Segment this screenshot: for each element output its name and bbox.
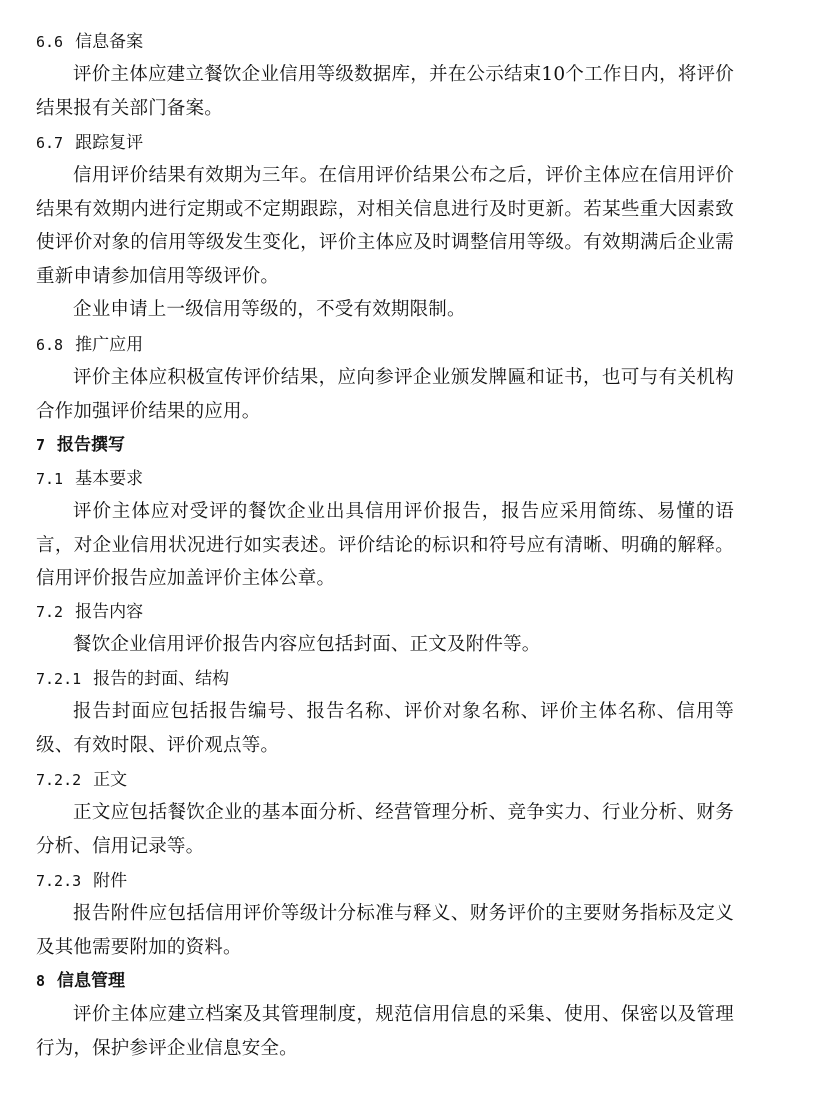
heading-7-1 [36, 468, 734, 490]
heading-number: 7.1 [36, 470, 64, 488]
heading-number: 7.2.3 [36, 872, 82, 890]
heading-number: 6.7 [36, 134, 64, 152]
heading-8 [36, 970, 734, 992]
heading-number: 7 [36, 436, 46, 454]
heading-7-2-1 [36, 668, 734, 690]
heading-7-2-3 [36, 870, 734, 892]
paragraph: 评价主体应积极宣传评价结果，应向参评企业颁发牌匾和证书，也可与有关机构合作加强评价结果的应用。 [36, 367, 734, 422]
heading-title: 报告的封面、结构 [93, 669, 230, 689]
paragraph: 报告附件应包括信用评价等级计分标准与释义、财务评价的主要财务指标及定义及其他需要附加的资料。 [36, 903, 734, 958]
heading-title: 跟踪复评 [75, 133, 144, 153]
heading-6-8 [36, 334, 734, 356]
heading-title: 基本要求 [75, 469, 144, 489]
heading-7-2 [36, 601, 734, 623]
heading-number: 6.6 [36, 33, 64, 51]
heading-title: 报告内容 [75, 602, 144, 622]
heading-6-6 [36, 31, 734, 53]
heading-title: 推广应用 [75, 335, 144, 355]
paragraph: 信用评价结果有效期为三年。在信用评价结果公布之后，评价主体应在信用评价结果有效期内进行定期或不定期跟踪，对相关信息进行及时更新。若某些重大因素致使评价对象的信用等级发生变化，评价主体应及时调整信用等级。有效期满后企业需重新申请参加信用等级评价。 [36, 165, 734, 287]
heading-title: 信息备案 [75, 32, 144, 52]
paragraph: 报告封面应包括报告编号、报告名称、评价对象名称、评价主体名称、信用等级、有效时限、评价观点等。 [36, 701, 734, 756]
paragraph: 正文应包括餐饮企业的基本面分析、经营管理分析、竞争实力、行业分析、财务分析、信用记录等。 [36, 802, 734, 857]
paragraph: 评价主体应对受评的餐饮企业出具信用评价报告，报告应采用简练、易懂的语言，对企业信用状况进行如实表述。评价结论的标识和符号应有清晰、明确的解释。信用评价报告应加盖评价主体公章。 [36, 501, 734, 589]
paragraph: 评价主体应建立餐饮企业信用等级数据库，并在公示结束10个工作日内，将评价结果报有关部门备案。 [36, 64, 734, 119]
heading-number: 7.2 [36, 603, 64, 621]
heading-number: 7.2.2 [36, 771, 82, 789]
heading-7-2-2 [36, 769, 734, 791]
heading-title: 附件 [93, 871, 128, 891]
paragraph: 餐饮企业信用评价报告内容应包括封面、正文及附件等。 [73, 634, 541, 655]
heading-number: 8 [36, 972, 46, 990]
heading-title: 报告撰写 [57, 435, 126, 455]
heading-title: 信息管理 [57, 971, 126, 991]
heading-number: 7.2.1 [36, 670, 82, 688]
paragraph: 评价主体应建立档案及其管理制度，规范信用信息的采集、使用、保密以及管理行为，保护参评企业信息安全。 [36, 1004, 734, 1059]
heading-title: 正文 [93, 770, 128, 790]
heading-7 [36, 434, 734, 456]
heading-6-7 [36, 132, 734, 154]
paragraph: 企业申请上一级信用等级的，不受有效期限制。 [73, 299, 466, 320]
heading-number: 6.8 [36, 336, 64, 354]
